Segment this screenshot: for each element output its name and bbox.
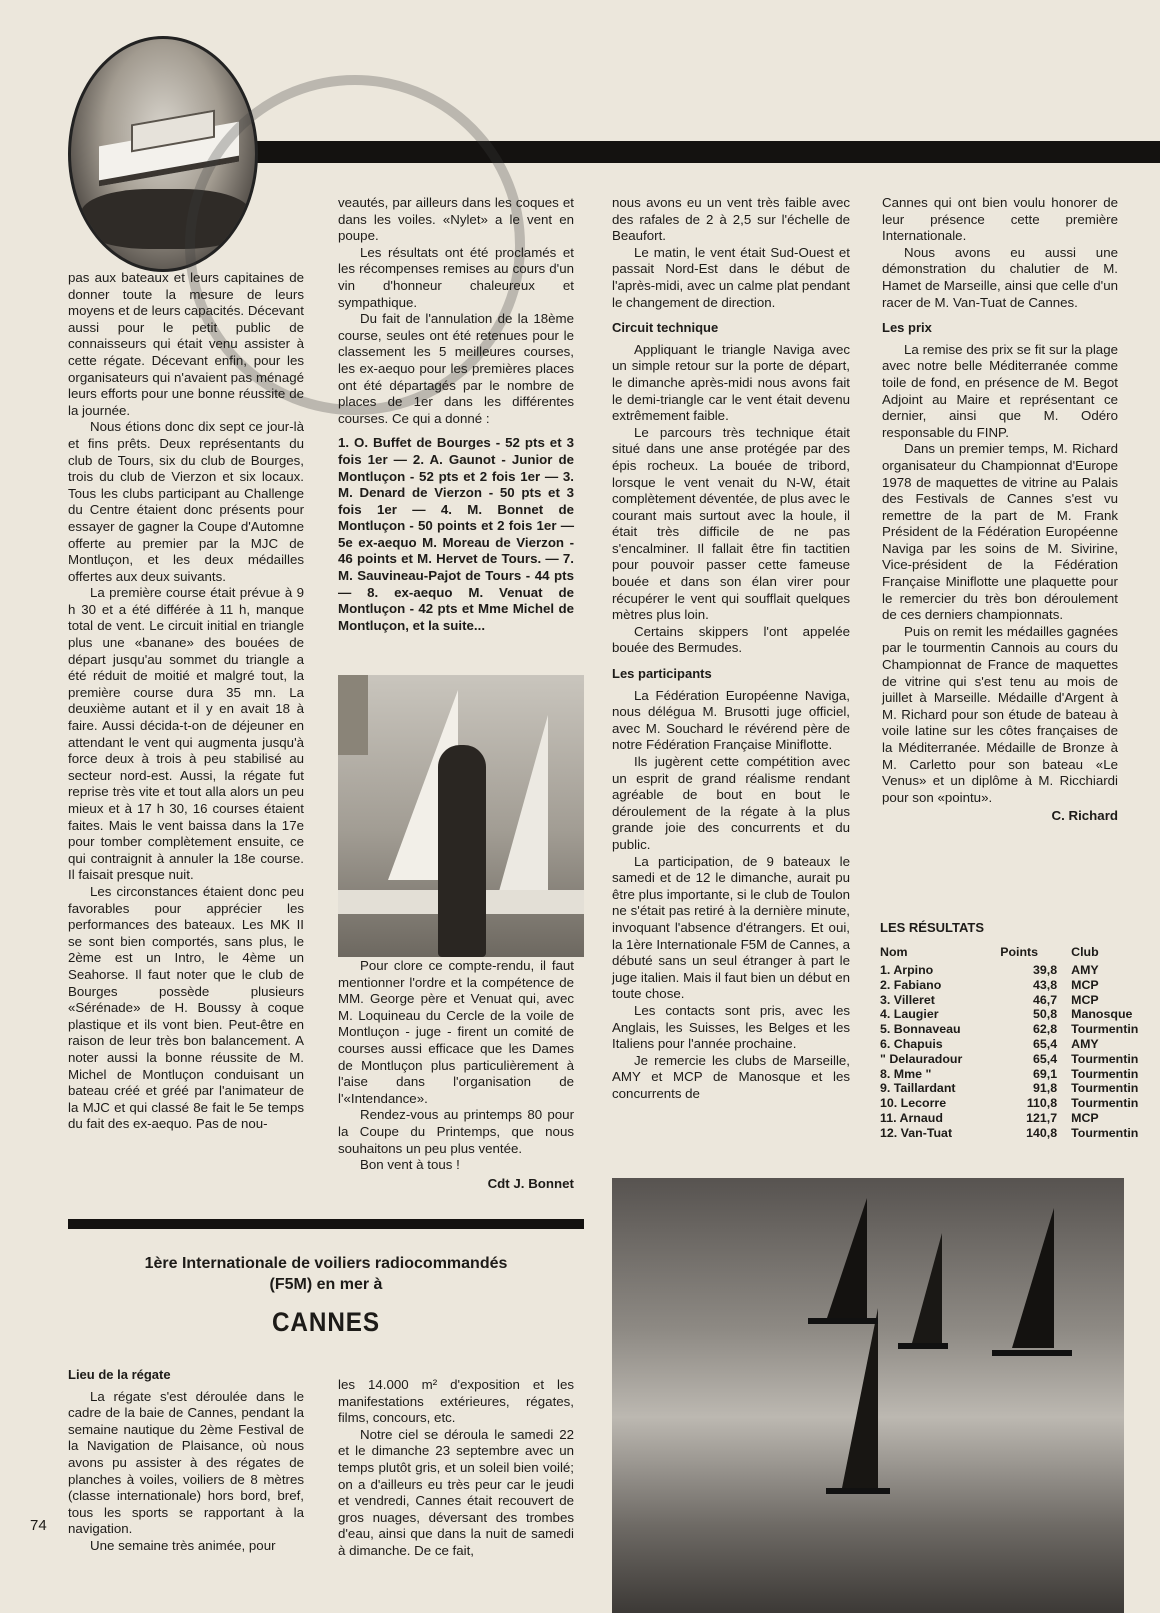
paragraph: veautés, par ailleurs dans les coques et dans les voiles. «Nylet» a le vent en poupe. (338, 195, 574, 244)
title-line: 1ère Internationale de voiliers radiocommandés (144, 1255, 508, 1272)
paragraph: Le matin, le vent était Sud-Ouest et passait Nord-Est dans le début de l'après-midi, avec un calme plat pendant le changement de direction. (612, 244, 850, 310)
article2-col3 (612, 195, 850, 1102)
section-rule (68, 1219, 584, 1229)
paragraph: Puis on remit les médailles gagnées par le tourmentin Cannois au cours du Championnat de France de maquettes de vitrine qui s'est tenu au mois de juillet à Marseille. Médaille d'Argent à M. Richard pour son étude de bateau à voile latine sur les côtes françaises de la Méditerranée. Médaille de Bronze à M. Carletto pour son bateau «Le Venus» et un diplôme à M. Ricchiardi pour son «pointu». (882, 623, 1118, 805)
table-row (880, 963, 1160, 978)
table-cell: 43,8 (1033, 977, 1058, 992)
table-row (880, 1022, 1160, 1037)
table-row (880, 978, 1160, 993)
table-cell: Tourmentin (1071, 1096, 1139, 1111)
column-header: Points (1000, 945, 1039, 959)
paragraph: Certains skippers l'ont appelée bouée des Bermudes. (612, 623, 850, 656)
sailboat-photo (338, 675, 584, 957)
paragraph: La Fédération Européenne Naviga, nous délégua M. Brusotti juge officiel, avec M. Souchard le révérend père de notre Fédération Française Miniflotte. (612, 687, 850, 753)
table-cell: 2. Fabiano (880, 977, 942, 992)
paragraph: Ils jugèrent cette compétition avec un esprit de grand réalisme rendant agréable de bout en bout le déroulement de la régate à la plus grande joie des concurrents et du public. (612, 754, 850, 852)
section-heading: Les prix (882, 320, 932, 336)
table-cell: 69,1 (1033, 1066, 1058, 1081)
cannes-col-b (338, 1377, 574, 1560)
results-table (880, 945, 1160, 1141)
table-row (880, 1096, 1160, 1111)
paragraph: Dans un premier temps, M. Richard organisateur du Championnat d'Europe 1978 de maquettes de vitrine au Palais des Festivals de Cannes s'est vu remettre de la part de M. Frank Président de la Fédération Européenne Naviga par les soins de M. Sivirine, Vice-président de la Fédération Française Miniflotte une plaquette pour le remercier du très bon déroulement de ces derniers championnats. (882, 441, 1118, 623)
table-row (880, 1052, 1160, 1067)
table-row (880, 1081, 1160, 1096)
table-cell: MCP (1071, 1110, 1099, 1125)
table-row (880, 993, 1160, 1008)
paragraph: La régate s'est déroulée dans le cadre de la baie de Cannes, pendant la semaine nautique du 2ème Festival de la Navigation de Plaisance, où nous avons pu assister à des régates de planches à voiles, voiliers de 8 mètres (classe internationale) hors bord, bref, tous les sports se rapportant à la navigation. (68, 1388, 304, 1537)
paragraph: nous avons eu un vent très faible avec des rafales de 2 à 2,5 sur l'échelle de Beaufort. (612, 195, 850, 244)
table-cell: Tourmentin (1071, 1081, 1139, 1096)
table-cell: 10. Lecorre (880, 1096, 947, 1111)
table-cell: 1. Arpino (880, 963, 934, 977)
section-heading: Circuit technique (612, 320, 719, 336)
paragraph: Les contacts sont pris, avec les Anglais, les Suisses, les Belges et les Italiens pour l'année prochaine. (612, 1002, 850, 1052)
table-cell: 50,8 (1033, 1007, 1058, 1022)
table-cell: 121,7 (1026, 1110, 1058, 1125)
paragraph: les 14.000 m² d'exposition et les manifestations extérieures, régates, films, concours, etc. (338, 1377, 574, 1426)
paragraph: Les circonstances étaient donc peu favorables pour apprécier les performances des bateaux. Les MK II se sont bien comportés, sans plus, le 2ème est un Intro, le 4ème un Seahorse. Il faut noter que le club de Bourges possède plusieurs «Sérénade» de H. Boussy à coque plastique et ils vont bien. Peut-être en raison de leur très bon balancement. A noter aussi la bonne réussite de M. Michel de Montluçon conduisant un bateau créé et gréé par l'animateur de la MJC et qui classé 8e fait le 5e temps du fait des ex-aequo. Pas de nou- (68, 883, 304, 1132)
table-cell: Tourmentin (1071, 1022, 1139, 1037)
table-cell: 4. Laugier (880, 1007, 939, 1022)
table-cell: Manosque (1071, 1007, 1133, 1022)
table-header-row (880, 945, 1160, 963)
paragraph: Le parcours très technique était situé dans une anse protégée par des épis rocheux. La bouée de tribord, lorsque le vent venait du N-W, était complètement déventée, de plus avec le courant mais surtout avec la houle, il était très difficile de ne pas s'encalminer. Il fallait être fin tactitien pour pouvoir passer cette fameuse bouée et dans son élan virer pour récupérer le vent qui soufflait quelques mètres plus loin. (612, 424, 851, 623)
table-cell: Tourmentin (1071, 1066, 1139, 1081)
table-cell: 110,8 (1026, 1096, 1058, 1111)
column-header: Nom (880, 945, 908, 959)
table-cell: 6. Chapuis (880, 1036, 943, 1051)
paragraph: Cannes qui ont bien voulu honorer de leur présence cette première Internationale. (882, 195, 1118, 244)
table-row (880, 1007, 1160, 1022)
table-cell: MCP (1071, 977, 1099, 992)
table-cell: 140,8 (1026, 1125, 1058, 1140)
paragraph: La participation, de 9 bateaux le samedi et de 12 le dimanche, aurait pu être plus importante, si le club de Toulon ne s'était pas retiré à la dernière minute, invoquant l'absence d'étrangers. Et oui, la 1ère Internationale F5M de Cannes, a débuté sans un seul étranger à part le juge italien. Mais il faut bien un début en toute chose. (612, 853, 851, 1002)
page-number: 74 (30, 1517, 47, 1534)
table-cell: 65,4 (1033, 1036, 1058, 1051)
table-row (880, 1037, 1160, 1052)
author-signature: C. Richard (1051, 808, 1118, 824)
paragraph: La remise des prix se fit sur la plage avec notre belle Méditerranée comme toile de fond, en présence de M. Begot Adjoint au Maire et représentant ce dernier, ainsi que M. Odéro responsable du FINP. (882, 341, 1118, 440)
paragraph: Pour clore ce compte-rendu, il faut mentionner l'ordre et la compétence de MM. George père et Venuat qui, avec M. Loquineau du Cercle de la voile de Montluçon - juge - firent un comité de courses aussi efficace que les Dames de Montluçon plus particulièrement à l'aise dans l'organisation de l'«Intendance». (338, 958, 574, 1106)
table-row (880, 1111, 1160, 1126)
paragraph: La première course était prévue à 9 h 30 et a été différée à 11 h, manque total de vent. Le circuit initial en triangle plus une «banane» des bouées de départ jusqu'au sommet du triangle a été réduit de moitié et malgré tout, la première course dura 35 mn. La deuxième autant et il y en avait 18 à faire. Aussi décida-t-on de déjeuner en attendant le vent qui augmenta jusqu'à force deux à trois à peu stabilisé au secteur nord-est. Aussi, la régate fut reprise très vite et tout alla alors un peu mieux et à 17 h 30, 16 courses étaient faites. Mais le vent baissa dans la 17e pour tomber complètement ensuite, ce qui contraignit à annuler la 18e course. Il faisait presque nuit. (68, 585, 304, 883)
table-cell: 91,8 (1033, 1081, 1058, 1096)
paragraph: Bon vent à tous ! (360, 1157, 460, 1173)
table-cell: 46,7 (1033, 992, 1058, 1007)
results-title: LES RÉSULTATS (880, 920, 984, 935)
table-row (880, 1126, 1160, 1141)
section-heading: Lieu de la régate (68, 1367, 171, 1382)
table-cell: 8. Mme " (880, 1066, 932, 1081)
article1-col2 (338, 195, 574, 634)
cannes-article-title (68, 1253, 584, 1295)
table-row (880, 1067, 1160, 1082)
cannes-col-a (68, 1367, 304, 1555)
table-cell: 62,8 (1033, 1022, 1058, 1037)
paragraph: pas aux bateaux et leurs capitaines de donner toute la mesure de leurs moyens et de leurs capacités. Décevant aussi pour le petit public de connaisseurs qui était venu assister à cette régate. Décevant enfin, pour les organisateurs qui n'avaient pas ménagé leurs efforts pour une bonne réussite de la journée. (68, 270, 304, 418)
table-cell: AMY (1071, 963, 1099, 977)
table-cell: MCP (1071, 992, 1099, 1007)
author-signature: Cdt J. Bonnet (487, 1175, 574, 1191)
title-line: (F5M) en mer à (269, 1276, 383, 1293)
cannes-headline: CANNES (271, 1307, 380, 1337)
paragraph: Je remercie les clubs de Marseille, AMY et MCP de Manosque et les concurrents de (612, 1052, 850, 1101)
table-cell: Tourmentin (1071, 1125, 1139, 1140)
table-cell: 39,8 (1033, 963, 1058, 977)
table-cell: Tourmentin (1071, 1051, 1139, 1066)
table-cell: 12. Van-Tuat (880, 1125, 953, 1140)
paragraph: Du fait de l'annulation de la 18ème course, seules ont été retenues pour le classement les 5 meilleures courses, les ex-aequo pour les premières places ont été départagés par le nombre de places de 1er dans les différentes courses. Ce qui a donné : (338, 311, 574, 426)
ranking-results: 1. O. Buffet de Bourges - 52 pts et 3 fois 1er — 2. A. Gaunot - Junior de Montluçon - 52 pts et 2 fois 1er — 3. M. Denard de Vierzon - 50 pts et 3 fois 1er — 4. M. Bonnet de Montluçon - 50 points et 2 fois 1er — 5e ex-aequo M. Moreau de Vierzon - 46 points et M. Hervet de Tours. — 7. M. Sauvineau-Pajot de Tours - 44 pts — 8. ex-aequo M. Venuat de Montluçon - 42 pts et Mme Michel de Montluçon, et la suite... (338, 435, 574, 633)
column-header: Club (1071, 945, 1099, 959)
table-cell: AMY (1071, 1036, 1099, 1051)
table-cell: 65,4 (1033, 1051, 1058, 1066)
table-cell: 11. Arnaud (880, 1110, 943, 1125)
paragraph: Une semaine très animée, pour (90, 1537, 276, 1553)
article1-col1 (68, 270, 304, 1133)
paragraph: Les résultats ont été proclamés et les récompenses remises au cours d'un vin d'honneur chaleureux et sympathique. (338, 244, 574, 310)
paragraph: Nous étions donc dix sept ce jour-là et fins prêts. Deux représentants du club de Tours, six du club de Bourges, trois du club de Vierzon et six locaux. Tous les clubs participant au Challenge du Centre étaient donc présents pour essayer de gagner la Coupe d'Automne offerte au premier par la MJC de Montluçon, et les deux médailles offertes aux deux suivants. (68, 419, 304, 584)
table-cell: 3. Villeret (880, 992, 935, 1007)
table-cell: 5. Bonnaveau (880, 1022, 961, 1037)
table-cell: " Delauradour (880, 1051, 963, 1066)
paragraph: Notre ciel se déroula le samedi 22 et le dimanche 23 septembre avec un temps plutôt gris, et un soleil bien voilé; on a d'ailleurs eu très peur car le jeudi et vendredi, Cannes était recouvert de gros nuages, déversant des trombes d'eau, ainsi que dans la nuit de samedi à dimanche. De ce fait, (338, 1426, 574, 1558)
regatta-sea-photo (612, 1178, 1124, 1613)
paragraph: Rendez-vous au printemps 80 pour la Coupe du Printemps, que nous souhaitons un peu plus ventée. (338, 1107, 574, 1156)
section-heading: Les participants (612, 666, 712, 682)
paragraph: Nous avons eu aussi une démonstration du chalutier de M. Hamet de Marseille, ainsi que celle d'un racer de M. Van-Tuat de Cannes. (882, 244, 1118, 310)
article1-col2-end (338, 958, 574, 1192)
article2-col4 (882, 195, 1118, 825)
paragraph: Appliquant le triangle Naviga avec un simple retour sur la porte de départ, le dimanche après-midi nous avons fait le demi-triangle car le vent était devenu extrêmement faible. (612, 341, 850, 424)
table-cell: 9. Taillardant (880, 1081, 956, 1096)
